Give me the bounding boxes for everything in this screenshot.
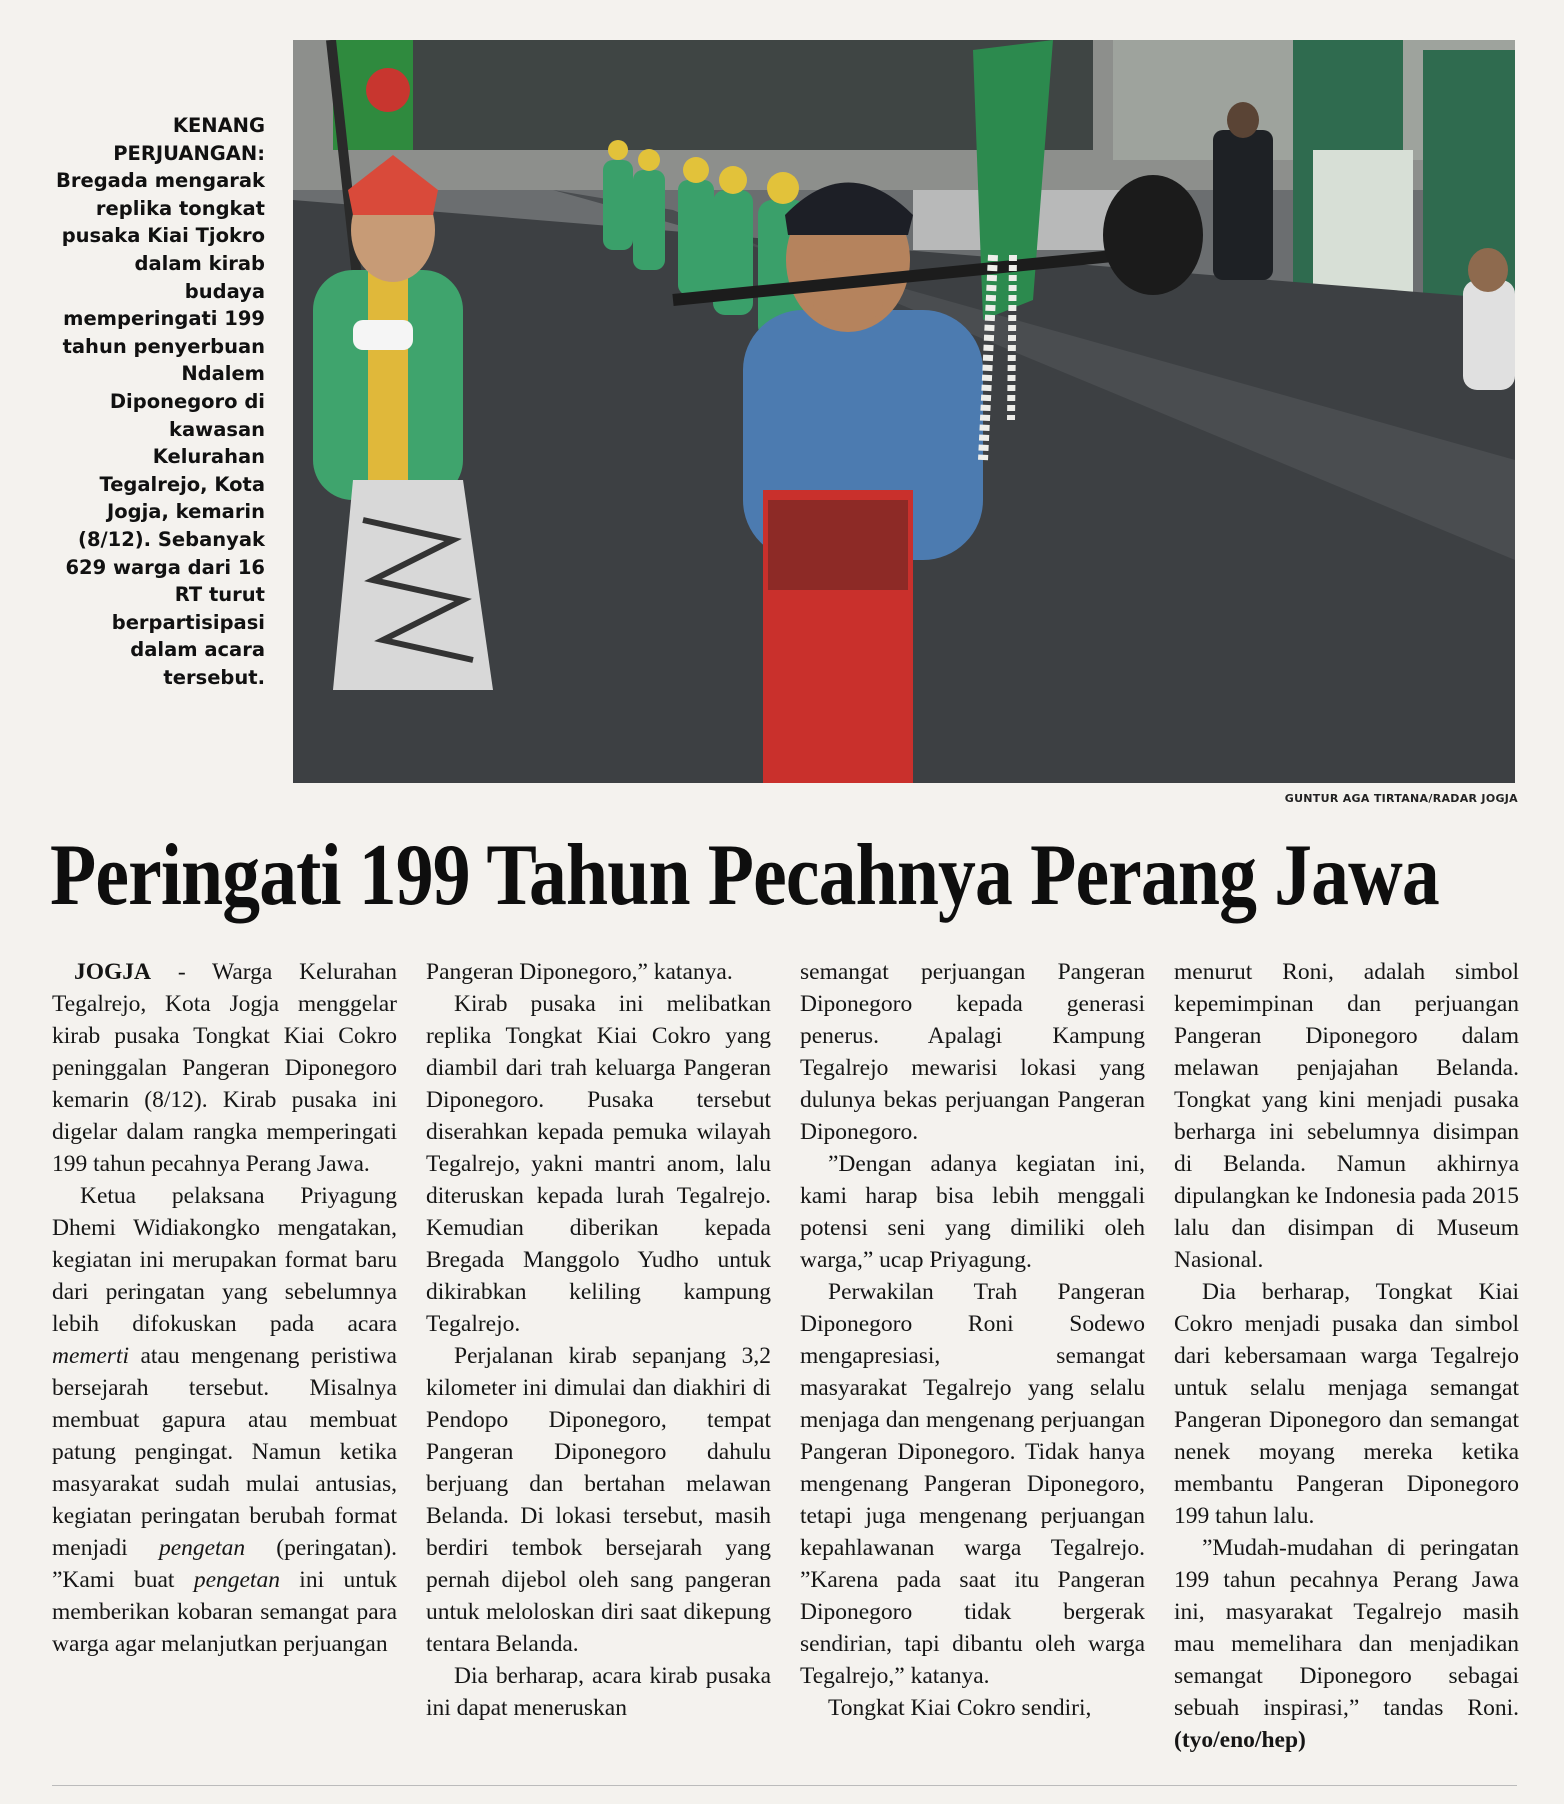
- photo-caption: [55, 112, 265, 691]
- paragraph: [1174, 1532, 1519, 1756]
- paragraph: Pangeran Diponegoro,” katanya.: [426, 959, 733, 985]
- article-column-2: [426, 956, 771, 1724]
- paragraph-text: ”Mudah-mudahan di peringatan 199 tahun pecahnya Perang Jawa ini, masyarakat Tegalrejo masih mau memelihara dan menjadikan semangat Diponegoro sebagai sebuah inspirasi,” tandas Roni.: [1174, 1535, 1519, 1721]
- paragraph: Dia berharap, acara kirab pusaka ini dapat meneruskan: [426, 1663, 771, 1721]
- paragraph: Kirab pusaka ini melibatkan replika Tongkat Kiai Cokro yang diambil dari trah keluarga Pangeran Diponegoro. Pusaka tersebut diserahkan kepada pemuka wilayah Tegalrejo, yakni mantri anom, lalu diteruskan kepada lurah Tegalrejo. Kemudian diberikan kepada Bregada Manggolo Yudho untuk dikirabkan keliling kampung Tegalrejo.: [426, 991, 771, 1337]
- article-column-3: [800, 956, 1145, 1724]
- paragraph: Tongkat Kiai Cokro sendiri,: [828, 1695, 1092, 1721]
- paragraph: menurut Roni, adalah simbol kepemimpinan dan perjuangan Pangeran Diponegoro dalam melawan penjajahan Belanda. Tongkat yang kini menjadi pusaka berharga ini sebelumnya disimpan di Belanda. Namun akhirnya dipulangkan ke Indonesia pada 2015 lalu dan disimpan di Museum Nasional.: [1174, 959, 1519, 1273]
- article-column-1: [52, 956, 397, 1660]
- caption-text: Bregada mengarak replika tongkat pusaka Kiai Tjokro dalam kirab budaya memperingati 199 tahun penyerbuan Ndalem Diponegoro di kawasan Kelurahan Tegalrejo, Kota Jogja, kemarin (8/12). Sebanyak 629 warga dari 16 RT turut berpartisipasi dalam acara tersebut.: [55, 169, 265, 689]
- paragraph: Dia berharap, Tongkat Kiai Cokro menjadi pusaka dan simbol dari kebersamaan warga Tegalrejo untuk selalu menjaga semangat Pangeran Diponegoro dan semangat nenek moyang mereka ketika membantu Pangeran Diponegoro 199 tahun lalu.: [1174, 1279, 1519, 1529]
- photo-credit: GUNTUR AGA TIRTANA/RADAR JOGJA: [1284, 792, 1518, 805]
- paragraph: [52, 1180, 397, 1660]
- headline: Peringati 199 Tahun Pecahnya Perang Jawa: [50, 827, 1439, 924]
- paragraph-text: ini untuk memberikan kobaran semangat para warga agar melanjutkan perjuangan: [52, 1567, 397, 1657]
- paragraph-text: - Warga Kelurahan Tegalrejo, Kota Jogja menggelar kirab pusaka Tongkat Kiai Cokro peninggalan Pangeran Diponegoro kemarin (8/12). Kirab pusaka ini digelar dalam rangka memperingati 199 tahun pecahnya Perang Jawa.: [52, 959, 397, 1177]
- paragraph-text: (peringatan). ”Kami buat: [52, 1535, 398, 1593]
- article-photo: [293, 40, 1515, 783]
- italic-term: memerti: [52, 1343, 130, 1369]
- parade-photo-illustration: [293, 40, 1515, 783]
- paragraph: Perjalanan kirab sepanjang 3,2 kilometer ini dimulai dan diakhiri di Pendopo Diponegoro, tempat Pangeran Diponegoro dahulu berjuang dan bertahan melawan Belanda. Di lokasi tersebut, masih berdiri tembok bersejarah yang pernah dijebol oleh sang pangeran untuk meloloskan diri saat dikepung tentara Belanda.: [426, 1343, 771, 1657]
- paragraph: ”Dengan adanya kegiatan ini, kami harap bisa lebih menggali potensi seni yang dimiliki oleh warga,” ucap Priyagung.: [800, 1151, 1145, 1273]
- paragraph: [52, 956, 397, 1180]
- paragraph: Perwakilan Trah Pangeran Diponegoro Roni Sodewo mengapresiasi, semangat masyarakat Tegalrejo yang selalu menjaga dan mengenang perjuangan Pangeran Diponegoro. Tidak hanya mengenang Pangeran Diponegoro, tetapi juga mengenang perjuangan kepahlawanan warga Tegalrejo. ”Karena pada saat itu Pangeran Diponegoro tidak bergerak sendirian, tapi dibantu oleh warga Tegalrejo,” katanya.: [800, 1279, 1145, 1689]
- paragraph-text: atau mengenang peristiwa bersejarah tersebut. Misalnya membuat gapura atau membuat patung pengingat. Namun ketika masyarakat sudah mulai antusias, kegiatan peringatan berubah format menjadi: [52, 1343, 397, 1561]
- italic-term: pengetan: [158, 1535, 246, 1561]
- paragraph: semangat perjuangan Pangeran Diponegoro kepada generasi penerus. Apalagi Kampung Tegalrejo mewarisi lokasi yang dulunya bekas perjuangan Pangeran Diponegoro.: [800, 959, 1145, 1145]
- paragraph-text: Ketua pelaksana Priyagung Dhemi Widiakongko mengatakan, kegiatan ini merupakan format baru dari peringatan yang sebelumnya lebih difokuskan pada acara: [52, 1183, 397, 1337]
- article-column-4: [1174, 956, 1519, 1756]
- author-initials: (tyo/eno/hep): [1174, 1727, 1306, 1753]
- italic-term: pengetan: [193, 1567, 280, 1593]
- bottom-rule: [52, 1785, 1517, 1786]
- dateline: JOGJA: [74, 959, 152, 985]
- caption-kicker: KENANG PERJUANGAN:: [113, 114, 265, 165]
